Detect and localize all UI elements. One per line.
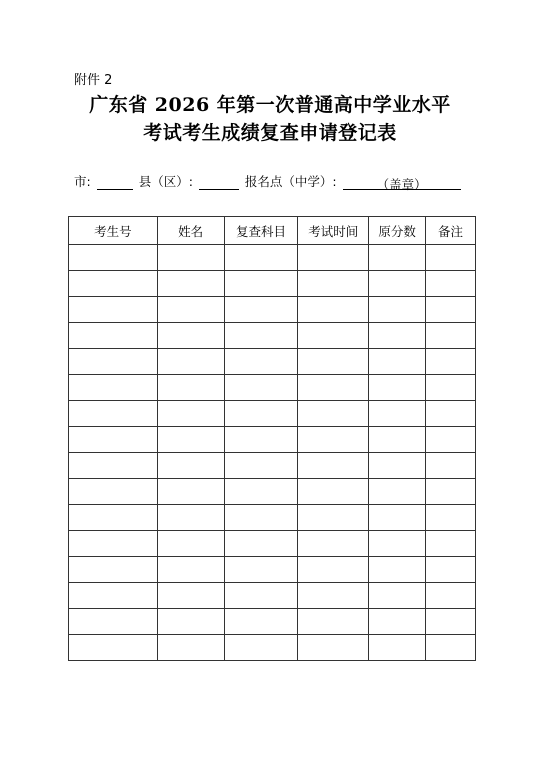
table-cell[interactable] bbox=[298, 401, 369, 427]
table-cell[interactable] bbox=[69, 609, 158, 635]
table-cell[interactable] bbox=[298, 557, 369, 583]
table-row bbox=[69, 583, 476, 609]
table-cell[interactable] bbox=[224, 427, 298, 453]
table-row bbox=[69, 453, 476, 479]
table-row bbox=[69, 531, 476, 557]
table-row bbox=[69, 609, 476, 635]
table-cell[interactable] bbox=[69, 531, 158, 557]
registration-table bbox=[68, 216, 476, 661]
table-cell[interactable] bbox=[426, 401, 476, 427]
table-row bbox=[69, 479, 476, 505]
table-cell[interactable] bbox=[224, 609, 298, 635]
table-cell[interactable] bbox=[157, 375, 224, 401]
table-cell[interactable] bbox=[224, 401, 298, 427]
table-cell[interactable] bbox=[69, 479, 158, 505]
table-cell[interactable] bbox=[426, 349, 476, 375]
table-cell[interactable] bbox=[369, 297, 426, 323]
table-cell[interactable] bbox=[298, 609, 369, 635]
table-row bbox=[69, 297, 476, 323]
table-cell[interactable] bbox=[157, 479, 224, 505]
table-cell[interactable] bbox=[298, 583, 369, 609]
table-cell[interactable] bbox=[298, 453, 369, 479]
table-cell[interactable] bbox=[369, 427, 426, 453]
table-cell[interactable] bbox=[224, 531, 298, 557]
table-cell[interactable] bbox=[298, 271, 369, 297]
table-cell[interactable] bbox=[224, 505, 298, 531]
table-cell[interactable] bbox=[426, 297, 476, 323]
table-cell[interactable] bbox=[69, 635, 158, 661]
table-cell[interactable] bbox=[224, 245, 298, 271]
table-cell[interactable] bbox=[69, 557, 158, 583]
seal-note: （盖章） bbox=[376, 177, 427, 192]
site-label: 报名点（中学）: bbox=[244, 174, 337, 189]
table-cell[interactable] bbox=[224, 557, 298, 583]
table-cell[interactable] bbox=[369, 479, 426, 505]
table-cell[interactable] bbox=[298, 505, 369, 531]
site-blank[interactable] bbox=[343, 175, 461, 190]
col-header-exam-time: 考试时间 bbox=[298, 217, 369, 245]
col-header-original-score: 原分数 bbox=[369, 217, 426, 245]
table-row bbox=[69, 349, 476, 375]
table-cell[interactable] bbox=[69, 323, 158, 349]
table-cell[interactable] bbox=[69, 375, 158, 401]
table-cell[interactable] bbox=[369, 271, 426, 297]
table-cell[interactable] bbox=[298, 323, 369, 349]
table-cell[interactable] bbox=[426, 583, 476, 609]
city-label: 市: bbox=[74, 174, 91, 189]
table-cell[interactable] bbox=[298, 375, 369, 401]
col-header-exam-number: 考生号 bbox=[69, 217, 158, 245]
table-cell[interactable] bbox=[426, 323, 476, 349]
table-cell[interactable] bbox=[369, 401, 426, 427]
table-row bbox=[69, 557, 476, 583]
table-cell[interactable] bbox=[69, 453, 158, 479]
table-cell[interactable] bbox=[157, 583, 224, 609]
table-cell[interactable] bbox=[224, 453, 298, 479]
table-cell[interactable] bbox=[157, 427, 224, 453]
table-cell[interactable] bbox=[69, 427, 158, 453]
table-cell[interactable] bbox=[369, 635, 426, 661]
table-cell[interactable] bbox=[157, 531, 224, 557]
table-cell[interactable] bbox=[69, 271, 158, 297]
table-row bbox=[69, 505, 476, 531]
table-row bbox=[69, 271, 476, 297]
table-cell[interactable] bbox=[369, 557, 426, 583]
table-cell[interactable] bbox=[157, 349, 224, 375]
table-header-row bbox=[69, 217, 476, 245]
table-cell[interactable] bbox=[69, 245, 158, 271]
table-cell[interactable] bbox=[426, 375, 476, 401]
col-header-recheck-subject: 复查科目 bbox=[224, 217, 298, 245]
table-cell[interactable] bbox=[369, 245, 426, 271]
table-cell[interactable] bbox=[69, 297, 158, 323]
table-cell[interactable] bbox=[298, 245, 369, 271]
page-title-line2: 考试考生成绩复查申请登记表 bbox=[143, 122, 397, 144]
table-cell[interactable] bbox=[69, 505, 158, 531]
table-cell[interactable] bbox=[224, 375, 298, 401]
table-cell[interactable] bbox=[224, 297, 298, 323]
table-cell[interactable] bbox=[426, 453, 476, 479]
table-cell[interactable] bbox=[369, 375, 426, 401]
table-cell[interactable] bbox=[224, 583, 298, 609]
table-cell[interactable] bbox=[298, 531, 369, 557]
table-cell[interactable] bbox=[224, 479, 298, 505]
table-row bbox=[69, 635, 476, 661]
table-cell[interactable] bbox=[69, 401, 158, 427]
table-cell[interactable] bbox=[369, 323, 426, 349]
table-cell[interactable] bbox=[426, 271, 476, 297]
table-cell[interactable] bbox=[69, 583, 158, 609]
page-title-line1: 广东省 2026 年第一次普通高中学业水平 bbox=[89, 94, 451, 116]
table-cell[interactable] bbox=[298, 349, 369, 375]
county-label: 县（区）: bbox=[138, 174, 193, 189]
table-row bbox=[69, 401, 476, 427]
table-cell[interactable] bbox=[426, 557, 476, 583]
table-cell[interactable] bbox=[426, 479, 476, 505]
table-cell[interactable] bbox=[426, 635, 476, 661]
table-cell[interactable] bbox=[157, 505, 224, 531]
table-row bbox=[69, 323, 476, 349]
table-cell[interactable] bbox=[369, 583, 426, 609]
table-cell[interactable] bbox=[157, 557, 224, 583]
table-cell[interactable] bbox=[157, 635, 224, 661]
table-cell[interactable] bbox=[426, 609, 476, 635]
table-cell[interactable] bbox=[426, 531, 476, 557]
table-cell[interactable] bbox=[69, 349, 158, 375]
table-cell[interactable] bbox=[224, 349, 298, 375]
table-cell[interactable] bbox=[157, 323, 224, 349]
table-cell[interactable] bbox=[426, 427, 476, 453]
table-cell[interactable] bbox=[369, 531, 426, 557]
table-cell[interactable] bbox=[298, 427, 369, 453]
table-cell[interactable] bbox=[157, 271, 224, 297]
table-cell[interactable] bbox=[369, 453, 426, 479]
city-blank[interactable] bbox=[97, 175, 133, 190]
table-cell[interactable] bbox=[298, 297, 369, 323]
table-cell[interactable] bbox=[369, 609, 426, 635]
table-cell[interactable] bbox=[298, 635, 369, 661]
table-cell[interactable] bbox=[369, 349, 426, 375]
county-blank[interactable] bbox=[199, 175, 239, 190]
table-cell[interactable] bbox=[224, 323, 298, 349]
table-cell[interactable] bbox=[369, 505, 426, 531]
table-cell[interactable] bbox=[224, 635, 298, 661]
table-row bbox=[69, 427, 476, 453]
table-cell[interactable] bbox=[298, 479, 369, 505]
table-cell[interactable] bbox=[157, 401, 224, 427]
table-row bbox=[69, 245, 476, 271]
attachment-label: 附件 2 bbox=[74, 73, 113, 88]
table-cell[interactable] bbox=[157, 453, 224, 479]
fill-in-row bbox=[74, 172, 461, 190]
table-cell[interactable] bbox=[224, 271, 298, 297]
col-header-name: 姓名 bbox=[157, 217, 224, 245]
table-cell[interactable] bbox=[157, 297, 224, 323]
table-cell[interactable] bbox=[426, 245, 476, 271]
table-cell[interactable] bbox=[426, 505, 476, 531]
col-header-remarks: 备注 bbox=[426, 217, 476, 245]
table-row bbox=[69, 375, 476, 401]
table-cell[interactable] bbox=[157, 245, 224, 271]
table-cell[interactable] bbox=[157, 609, 224, 635]
